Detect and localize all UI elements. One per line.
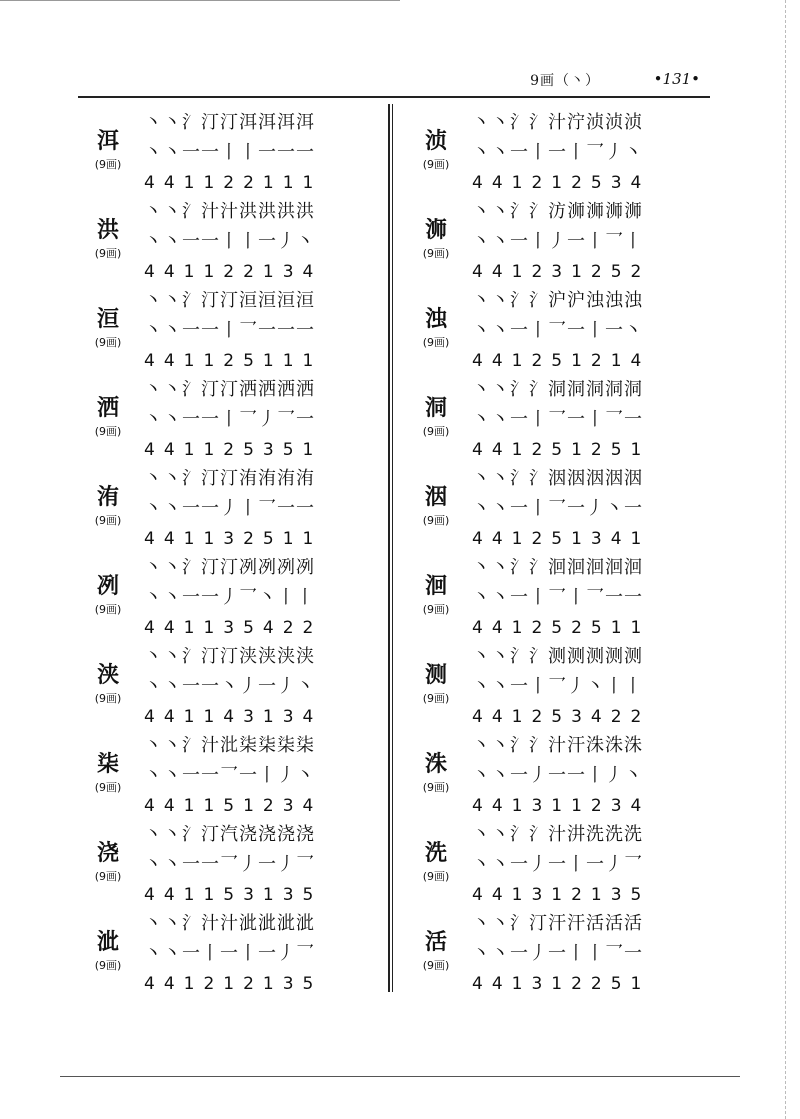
stroke-sequence: 丶丶氵氵洇洇洇洇洇 xyxy=(472,468,643,489)
stroke-count-label: (9画) xyxy=(94,247,122,260)
stroke-codes: 441132511 xyxy=(144,529,323,549)
header-rule xyxy=(78,96,710,98)
stroke-codes: 441311234 xyxy=(472,796,651,816)
stroke-sequence: 丶丶氵汀汀洒洒洒洒 xyxy=(144,379,315,400)
headword-char: 洹 xyxy=(96,306,119,332)
stroke-types: 丶丶一丨乛一丨乛一 xyxy=(472,409,643,430)
stroke-count-label: (9画) xyxy=(422,870,450,883)
character-entry xyxy=(414,112,714,198)
stroke-codes: 441252511 xyxy=(472,618,651,638)
stroke-codes: 441251341 xyxy=(472,529,651,549)
stroke-sequence: 丶丶氵氵洞洞洞洞洞 xyxy=(472,379,643,400)
stroke-sequence: 丶丶氵氵汸浉浉浉浉 xyxy=(472,201,643,222)
stroke-types: 丶丶一一丿乛丶丨丨 xyxy=(144,587,315,608)
stroke-count-label: (9画) xyxy=(94,870,122,883)
character-entry xyxy=(86,468,386,554)
stroke-codes: 441122134 xyxy=(144,262,323,282)
headword-char: 洒 xyxy=(96,395,119,421)
character-entry xyxy=(86,646,386,732)
stroke-sequence: 丶丶氵汀汗汗活活活 xyxy=(472,913,643,934)
section-heading: 9画（丶） xyxy=(530,73,600,89)
character-entry xyxy=(414,824,714,910)
stroke-types: 丶丶一一乛一丨丿丶 xyxy=(144,765,315,786)
stroke-types: 丶丶一一丿丨乛一一 xyxy=(144,498,315,519)
stroke-sequence: 丶丶氵汁沘柒柒柒柒 xyxy=(144,735,315,756)
headword-char: 洞 xyxy=(424,395,447,421)
headword-char: 冽 xyxy=(96,573,119,599)
stroke-count-label: (9画) xyxy=(422,959,450,972)
footer-rule xyxy=(60,1076,740,1077)
character-entry xyxy=(414,379,714,465)
headword-char: 洙 xyxy=(424,751,447,777)
stroke-types: 丶丶一丨乛丨乛一一 xyxy=(472,587,643,608)
stroke-sequence: 丶丶氵汁汁泚泚泚泚 xyxy=(144,913,315,934)
character-entry xyxy=(414,290,714,376)
stroke-types: 丶丶一丿一丨一丿乛 xyxy=(472,854,643,875)
stroke-codes: 441125111 xyxy=(144,351,323,371)
stroke-codes: 441312135 xyxy=(472,885,651,905)
column-divider xyxy=(388,104,390,992)
headword-char: 测 xyxy=(424,662,447,688)
stroke-count-label: (9画) xyxy=(422,247,450,260)
character-entry xyxy=(86,557,386,643)
character-entry xyxy=(86,201,386,287)
stroke-types: 丶丶一丨乛一丿丶一 xyxy=(472,498,643,519)
stroke-types: 丶丶一一丨乛丿乛一 xyxy=(144,409,315,430)
character-entry xyxy=(414,735,714,821)
stroke-sequence: 丶丶氵氵汁泞浈浈浈 xyxy=(472,112,643,133)
character-entry xyxy=(414,913,714,999)
stroke-sequence: 丶丶氵氵沪沪浊浊浊 xyxy=(472,290,643,311)
stroke-types: 丶丶一一丶丿一丿丶 xyxy=(144,676,315,697)
stroke-count-label: (9画) xyxy=(94,514,122,527)
stroke-count-label: (9画) xyxy=(94,336,122,349)
stroke-count-label: (9画) xyxy=(94,425,122,438)
stroke-codes: 441135422 xyxy=(144,618,323,638)
stroke-count-label: (9画) xyxy=(94,158,122,171)
stroke-codes: 441143134 xyxy=(144,707,323,727)
character-entry xyxy=(86,290,386,376)
character-entry xyxy=(86,379,386,465)
stroke-count-label: (9画) xyxy=(94,692,122,705)
stroke-count-label: (9画) xyxy=(94,781,122,794)
headword-char: 泚 xyxy=(96,929,119,955)
stroke-sequence: 丶丶氵汀汀冽冽冽冽 xyxy=(144,557,315,578)
character-entry xyxy=(86,112,386,198)
stroke-types: 丶丶一丿一丨丨乛一 xyxy=(472,943,643,964)
stroke-sequence: 丶丶氵汀汀洧洧洧洧 xyxy=(144,468,315,489)
scan-top-line xyxy=(0,0,400,1)
stroke-sequence: 丶丶氵汁汁洪洪洪洪 xyxy=(144,201,315,222)
headword-char: 浇 xyxy=(96,840,119,866)
headword-char: 浃 xyxy=(96,662,119,688)
stroke-codes: 441231252 xyxy=(472,262,651,282)
stroke-types: 丶丶一丨一丨乛丿丶 xyxy=(472,142,643,163)
headword-char: 洄 xyxy=(424,573,447,599)
stroke-types: 丶丶一一乛丿一丿乛 xyxy=(144,854,315,875)
character-entry xyxy=(86,824,386,910)
headword-char: 洇 xyxy=(424,484,447,510)
stroke-codes: 441212135 xyxy=(144,974,323,994)
stroke-types: 丶丶一一丨乛一一一 xyxy=(144,320,315,341)
stroke-sequence: 丶丶氵氵汁汫洗洗洗 xyxy=(472,824,643,845)
stroke-count-label: (9画) xyxy=(422,336,450,349)
headword-char: 洪 xyxy=(96,217,119,243)
stroke-types: 丶丶一丨一丨一丿乛 xyxy=(144,943,315,964)
character-entry xyxy=(414,201,714,287)
character-entry xyxy=(414,557,714,643)
stroke-sequence: 丶丶氵汀汀洹洹洹洹 xyxy=(144,290,315,311)
page-number: •131• xyxy=(653,70,700,88)
headword-char: 浉 xyxy=(424,217,447,243)
stroke-codes: 441122111 xyxy=(144,173,323,193)
headword-char: 洱 xyxy=(96,128,119,154)
scan-page-edge xyxy=(785,0,786,1119)
headword-char: 浈 xyxy=(424,128,447,154)
stroke-count-label: (9画) xyxy=(422,781,450,794)
stroke-codes: 441125351 xyxy=(144,440,323,460)
stroke-types: 丶丶一丨乛一丨一丶 xyxy=(472,320,643,341)
character-entry xyxy=(414,468,714,554)
stroke-sequence: 丶丶氵氵测测测测测 xyxy=(472,646,643,667)
character-entry xyxy=(86,735,386,821)
stroke-sequence: 丶丶氵氵洄洄洄洄洄 xyxy=(472,557,643,578)
headword-char: 洧 xyxy=(96,484,119,510)
stroke-codes: 441253422 xyxy=(472,707,651,727)
page-header xyxy=(78,70,710,94)
stroke-types: 丶丶一一丨丨一一一 xyxy=(144,142,315,163)
character-entry xyxy=(86,913,386,999)
stroke-codes: 441212534 xyxy=(472,173,651,193)
stroke-sequence: 丶丶氵汀汀洱洱洱洱 xyxy=(144,112,315,133)
headword-char: 洗 xyxy=(424,840,447,866)
stroke-count-label: (9画) xyxy=(422,514,450,527)
stroke-count-label: (9画) xyxy=(422,425,450,438)
stroke-count-label: (9画) xyxy=(94,603,122,616)
stroke-count-label: (9画) xyxy=(422,158,450,171)
character-entry xyxy=(414,646,714,732)
headword-char: 浊 xyxy=(424,306,447,332)
stroke-sequence: 丶丶氵氵汁汗洙洙洙 xyxy=(472,735,643,756)
column-divider-inner xyxy=(392,104,393,992)
stroke-codes: 441251251 xyxy=(472,440,651,460)
stroke-codes: 441153135 xyxy=(144,885,323,905)
stroke-sequence: 丶丶氵汀汀浃浃浃浃 xyxy=(144,646,315,667)
stroke-codes: 441151234 xyxy=(144,796,323,816)
stroke-types: 丶丶一一丨丨一丿丶 xyxy=(144,231,315,252)
stroke-types: 丶丶一丿一一丨丿丶 xyxy=(472,765,643,786)
stroke-codes: 441312251 xyxy=(472,974,651,994)
stroke-count-label: (9画) xyxy=(422,603,450,616)
headword-char: 柒 xyxy=(96,751,119,777)
stroke-count-label: (9画) xyxy=(94,959,122,972)
stroke-types: 丶丶一丨丿一丨乛丨 xyxy=(472,231,643,252)
stroke-count-label: (9画) xyxy=(422,692,450,705)
headword-char: 活 xyxy=(424,929,447,955)
stroke-types: 丶丶一丨乛丿丶丨丨 xyxy=(472,676,643,697)
stroke-sequence: 丶丶氵汀汽浇浇浇浇 xyxy=(144,824,315,845)
stroke-codes: 441251214 xyxy=(472,351,651,371)
